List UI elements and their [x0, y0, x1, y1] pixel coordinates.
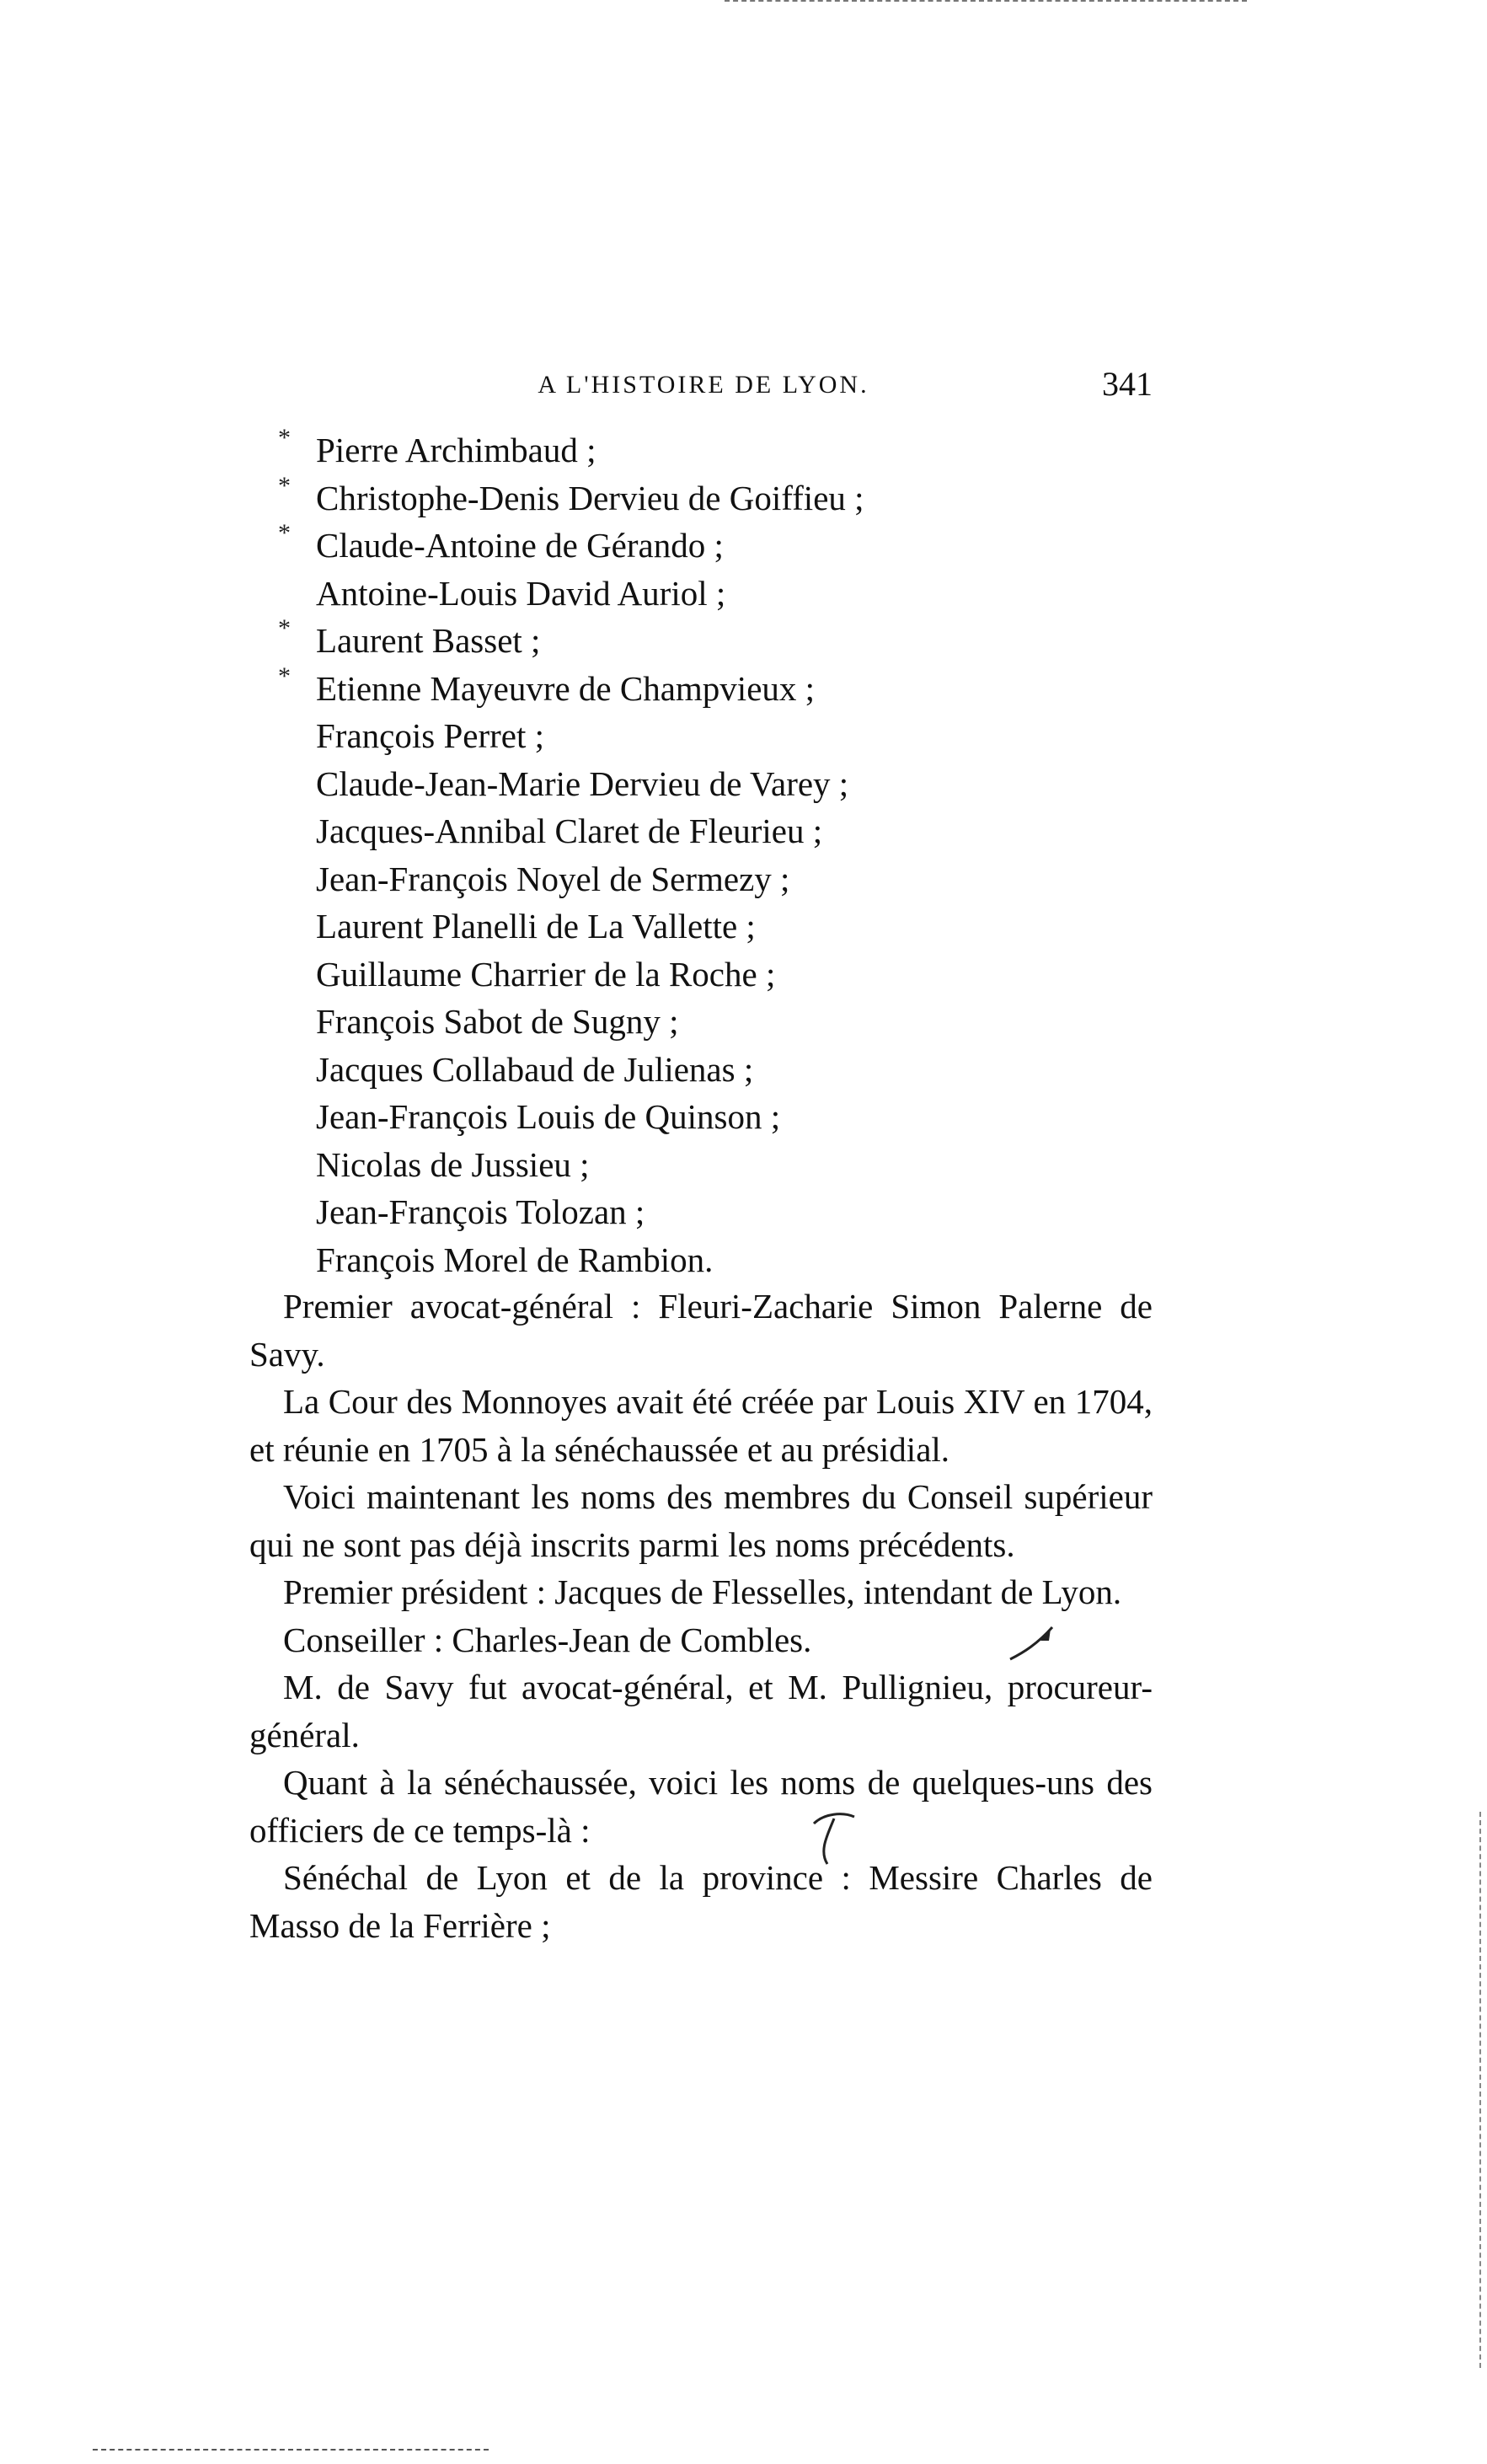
member-entry [278, 426, 1205, 474]
paragraph: M. de Savy fut avocat-général, et M. Pullignieu, procureur-général. [249, 1668, 1153, 1754]
member-name: Nicolas de Jussieu ; [316, 1144, 590, 1184]
member-name: Laurent Basset ; [316, 621, 541, 660]
paragraph: Quant à la sénéchaussée, voici les noms de quelques-uns des officiers de ce temps-là : [249, 1763, 1153, 1850]
member-entry [278, 1141, 1205, 1189]
member-name: Jean-François Noyel de Sermezy ; [316, 859, 790, 898]
page-number: 341 [1102, 365, 1153, 403]
member-name: Guillaume Charrier de la Roche ; [316, 954, 776, 994]
paragraph: Voici maintenant les noms des membres du Conseil supérieur qui ne sont pas déjà inscrits parmi les noms précédents. [249, 1477, 1153, 1564]
paragraph: Premier président : Jacques de Flesselles, intendant de Lyon. [283, 1572, 1122, 1611]
member-entry [278, 1188, 1205, 1236]
paragraph: La Cour des Monnoyes avait été créée par Louis XIV en 1704, et réunie en 1705 à la sénéchaussée et au présidial. [249, 1382, 1153, 1469]
member-name: François Morel de Rambion. [316, 1240, 714, 1279]
member-entry [278, 855, 1205, 903]
member-entry [278, 1046, 1205, 1094]
members-list [278, 426, 1205, 1283]
member-name: Pierre Archimbaud ; [316, 431, 596, 469]
asterisk-mark: * [278, 519, 291, 547]
paragraph: Premier avocat-général : Fleuri-Zacharie Simon Palerne de Savy. [249, 1287, 1153, 1374]
member-name: Jacques-Annibal Claret de Fleurieu ; [316, 812, 823, 850]
member-entry [278, 998, 1205, 1046]
paragraph: Sénéchal de Lyon et de la province : Messire Charles de Masso de la Ferrière ; [249, 1858, 1153, 1945]
member-name: Jacques Collabaud de Julienas ; [316, 1049, 754, 1089]
asterisk-mark: * [278, 662, 291, 690]
pen-hook-mark [809, 1810, 859, 1869]
scan-edge-right [1479, 1812, 1484, 2368]
member-name: Laurent Planelli de La Vallette ; [316, 907, 756, 945]
member-name: Etienne Mayeuvre de Champvieux ; [316, 668, 816, 708]
body-text [249, 1283, 1153, 1949]
member-entry [278, 903, 1205, 951]
member-entry [278, 760, 1205, 808]
member-name: François Sabot de Sugny ; [316, 1002, 679, 1041]
paragraph: Conseiller : Charles-Jean de Combles. [283, 1620, 812, 1659]
member-name: Jean-François Louis de Quinson ; [316, 1097, 781, 1136]
member-name: François Perret ; [316, 716, 544, 755]
member-entry [278, 1093, 1205, 1141]
scan-edge-top [725, 0, 1247, 5]
asterisk-mark: * [278, 614, 291, 642]
member-entry [278, 570, 1205, 618]
asterisk-mark: * [278, 424, 291, 452]
member-entry [278, 519, 1205, 570]
member-name: Christophe-Denis Dervieu de Goiffieu ; [316, 478, 864, 517]
member-entry [278, 662, 1205, 713]
member-name: Claude-Jean-Marie Dervieu de Varey ; [316, 763, 849, 803]
asterisk-mark: * [278, 471, 291, 500]
member-entry [278, 471, 1205, 522]
member-entry [278, 1236, 1205, 1284]
running-head: A L'HISTOIRE DE LYON. [538, 371, 869, 399]
member-name: Claude-Antoine de Gérando ; [316, 526, 724, 565]
member-name: Antoine-Louis David Auriol ; [316, 573, 726, 613]
scan-edge-bottom [93, 2449, 489, 2453]
pen-flourish-mark [1007, 1622, 1057, 1664]
member-entry [278, 951, 1205, 999]
member-entry [278, 807, 1205, 855]
member-entry [278, 614, 1205, 665]
member-entry [278, 712, 1205, 760]
member-name: Jean-François Tolozan ; [316, 1192, 645, 1231]
